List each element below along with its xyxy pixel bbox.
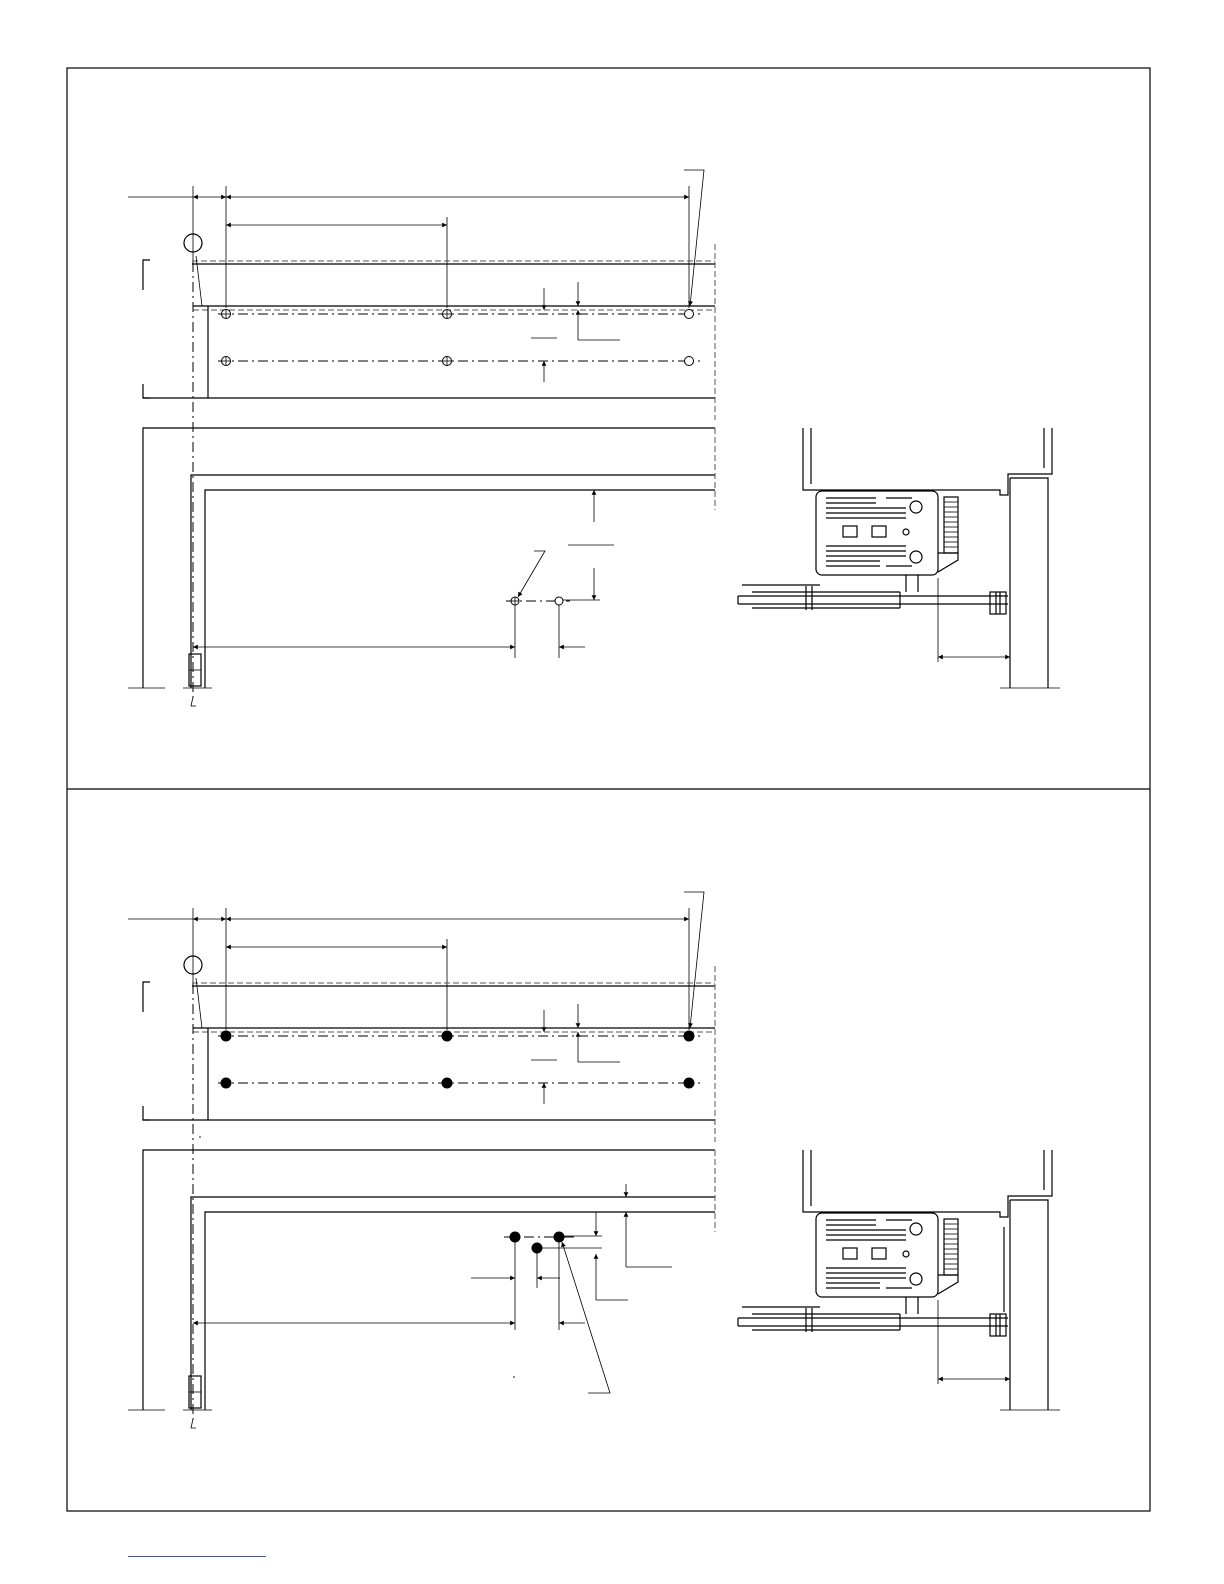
top-panel-front-view (128, 170, 715, 706)
bottom-panel-front-view (128, 892, 715, 1428)
bottom-panel-side-view (738, 1150, 1060, 1410)
top-panel-side-view (738, 428, 1060, 688)
